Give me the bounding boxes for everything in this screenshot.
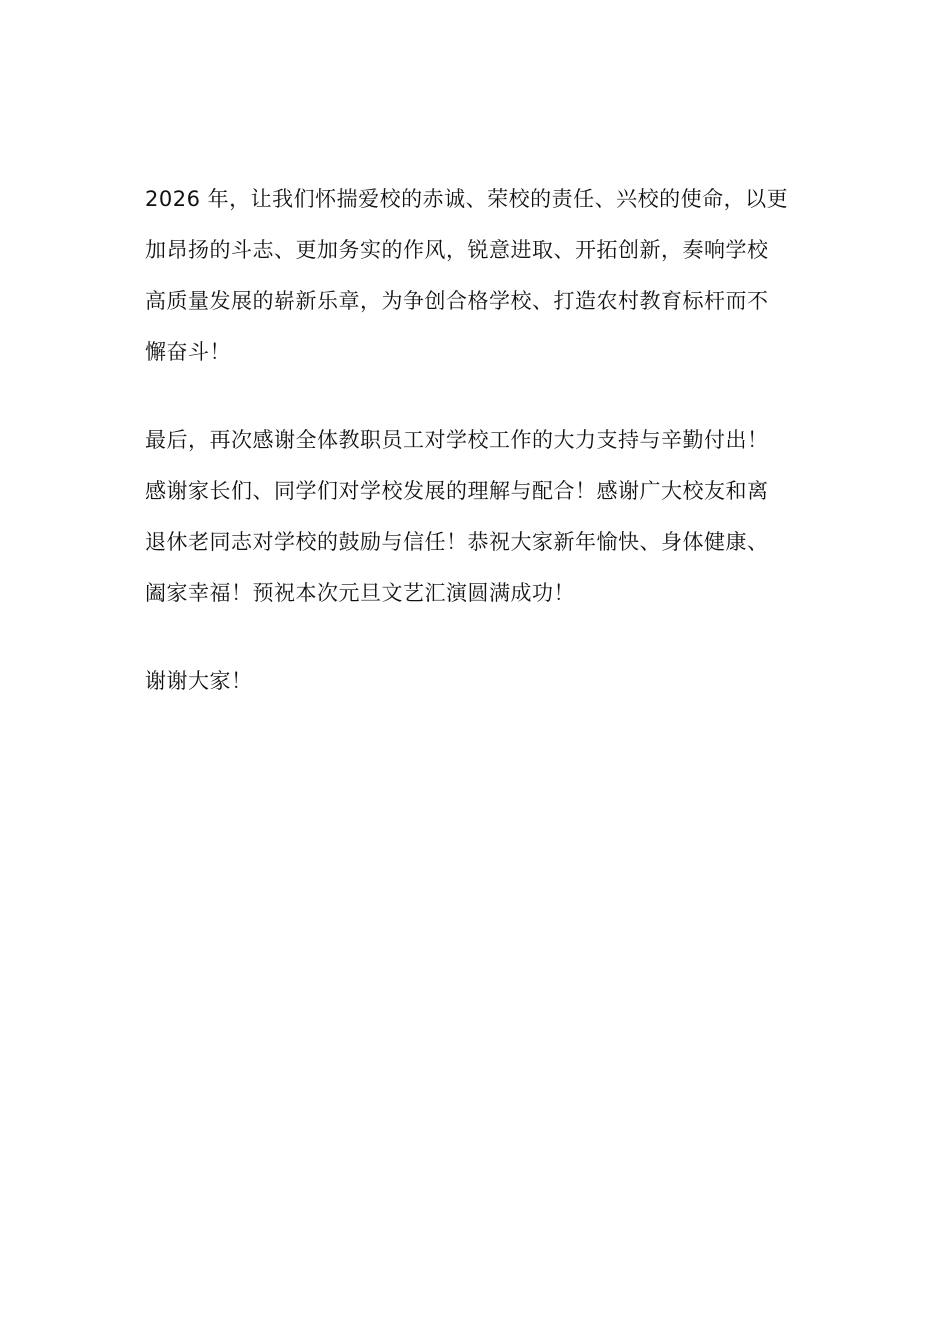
paragraph-spacer xyxy=(145,625,807,662)
paragraph-signoff xyxy=(145,662,807,700)
paragraph-line: 感谢家长们、同学们对学校发展的理解与配合！感谢广大校友和离 xyxy=(145,479,769,503)
paragraph-line: 2026 年，让我们怀揣爱校的赤诚、荣校的责任、兴校的使命，以更 xyxy=(145,187,789,211)
paragraph-line: 懈奋斗！ xyxy=(145,340,231,364)
paragraph-line: 加昂扬的斗志、更加务实的作风，锐意进取、开拓创新，奏响学校 xyxy=(145,238,769,262)
paragraph-spacer xyxy=(145,384,807,421)
paragraph-line: 最后，再次感谢全体教职员工对学校工作的大力支持与辛勤付出！ xyxy=(145,428,769,452)
paragraph-line: 阖家幸福！预祝本次元旦文艺汇演圆满成功！ xyxy=(145,581,575,605)
paragraph-line: 高质量发展的崭新乐章，为争创合格学校、打造农村教育标杆而不 xyxy=(145,289,769,313)
paragraph-line: 谢谢大家！ xyxy=(145,669,253,693)
paragraph-thanks xyxy=(145,421,807,612)
paragraph-closing-call xyxy=(145,180,807,371)
document-body xyxy=(145,180,807,713)
paragraph-line: 退休老同志对学校的鼓励与信任！恭祝大家新年愉快、身体健康、 xyxy=(145,530,769,554)
